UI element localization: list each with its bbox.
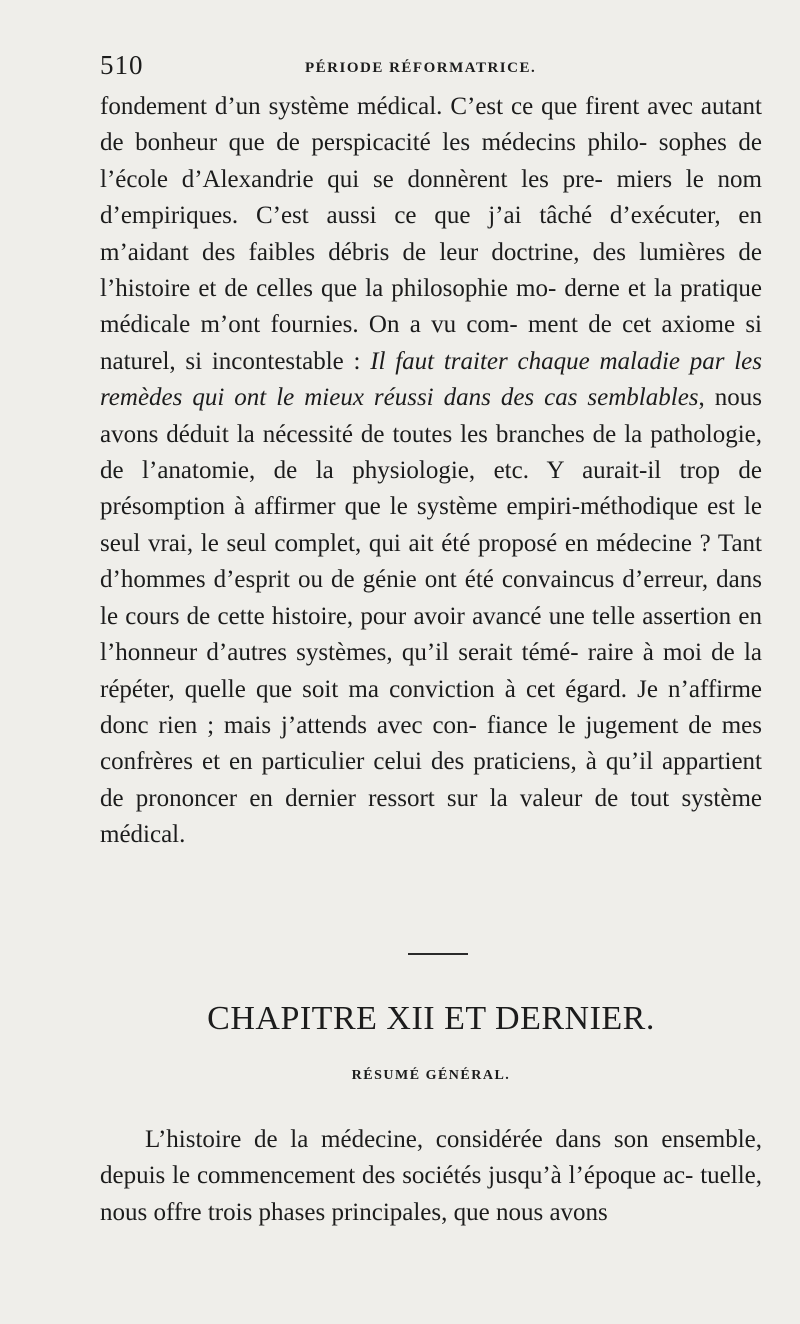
paragraph-text-before: fondement d’un système médical. C’est ce que firent avec autant de bonheur que de perspicacité les médecins philo- sophes de l’école d’Alexandrie qui se donnèrent les pre- miers le nom d’empiriques. C’est aussi ce que j’ai tâché d’exécuter, en m’aidant des faibles débris de leur doctrine, des lumières de l’histoire et de celles que la philosophie mo- derne et la pratique médicale m’ont fournies. On a vu com- ment de cet axiome si naturel, si incontestable : <box>100 93 762 375</box>
section-subtitle: RÉSUMÉ GÉNÉRAL. <box>351 1068 511 1083</box>
running-header <box>100 50 760 90</box>
italic-axiom: Il faut traiter chaque maladie par les remèdes qui ont le mieux réussi dans des cas semblables <box>100 347 762 412</box>
closing-paragraph: L’histoire de la médecine, considérée dans son ensemble, depuis le commencement des sociétés jusqu’à l’époque ac- tuelle, nous offre trois phases principales, que nous avons <box>100 1126 762 1226</box>
section-divider <box>408 953 468 955</box>
chapter-title: CHAPITRE XII ET DERNIER. <box>207 1000 655 1037</box>
page-number: 510 <box>100 50 144 80</box>
running-title: PÉRIODE RÉFORMATRICE. <box>305 60 537 76</box>
body-paragraph <box>100 89 762 854</box>
paragraph-text-after: , nous avons déduit la nécessité de toutes les branches de la pathologie, de l’anatomie, de la physiologie, etc. Y aurait-il trop de présomption à affirmer que le système empiri-méthodique est le seul vrai, le seul complet, qui ait été proposé en médecine ? Tant d’hommes d’esprit ou de génie ont été convaincus d’erreur, dans le cours de cette histoire, pour avoir avancé une telle assertion en l’honneur d’autres systèmes, qu’il serait témé- raire à moi de la répéter, quelle que soit ma conviction à cet égard. Je n’affirme donc rien ; mais j’attends avec con- fiance le jugement de mes confrères et en particulier celui des praticiens, à qu’il appartient de prononcer en dernier ressort sur la valeur de tout système médical. <box>100 384 762 849</box>
